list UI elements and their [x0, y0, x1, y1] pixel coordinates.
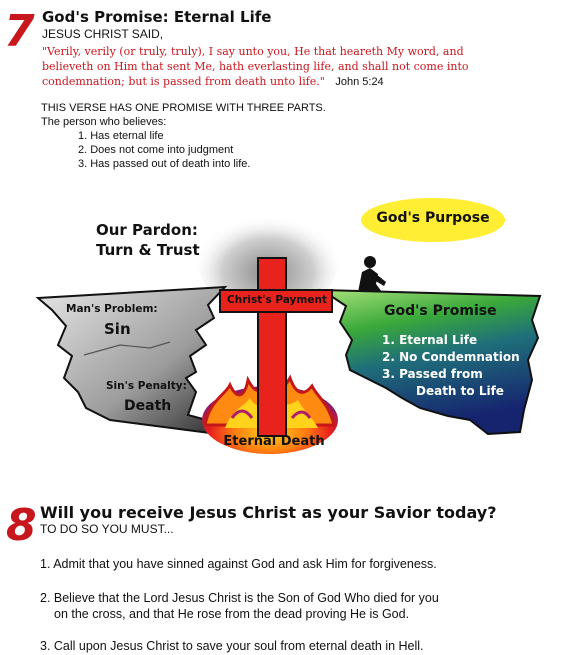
section-number-7: 7 [4, 6, 35, 57]
promise-item: 2. No Condemnation [382, 350, 520, 364]
section-number-8: 8 [6, 500, 37, 551]
quote-line: condemnation; but is passed from death unto life." [42, 75, 325, 88]
kneeling-person [358, 256, 386, 292]
quote-line: "Verily, verily (or truly, truly), I say unto you, He that heareth My word, and [42, 45, 464, 58]
believer-label: The person who believes: [41, 116, 167, 128]
pardon-line: Turn & Trust [96, 241, 200, 259]
promise-item: 3. Passed from [382, 367, 483, 381]
promise-part: 2. Does not come into judgment [78, 144, 234, 156]
problem-value: Sin [104, 320, 131, 338]
promise-part: 1. Has eternal life [78, 130, 164, 142]
step-item [40, 556, 437, 572]
penalty-value: Death [124, 398, 172, 414]
step-item [40, 590, 439, 622]
scripture-reference: John 5:24 [335, 76, 384, 88]
section-8-sub: TO DO SO YOU MUST... [40, 522, 174, 536]
quote-line: believeth on Him that sent Me, hath everlasting life, and shall not come into [42, 60, 469, 73]
promise-part: 3. Has passed out of death into life. [78, 158, 251, 170]
promise-title: God's Promise [384, 303, 497, 319]
jesus-said: JESUS CHRIST SAID, [42, 27, 164, 41]
cross-label: Christ's Payment [227, 294, 327, 306]
verse-intro: THIS VERSE HAS ONE PROMISE WITH THREE PARTS. [41, 102, 326, 114]
purpose-label: God's Purpose [376, 210, 490, 226]
pardon-heading [96, 220, 200, 260]
penalty-label: Sin's Penalty: [106, 380, 187, 392]
promise-item: Death to Life [416, 384, 504, 398]
cross-vertical [258, 258, 286, 436]
promise-list [382, 332, 520, 400]
step-line: 3. Call upon Jesus Christ to save your soul from eternal death in Hell. [40, 639, 424, 653]
pardon-line: Our Pardon: [96, 221, 198, 239]
step-line: 1. Admit that you have sinned against God and ask Him for forgiveness. [40, 557, 437, 571]
eternal-death-label: Eternal Death [223, 434, 325, 449]
section-7-title: God's Promise: Eternal Life [42, 8, 272, 26]
problem-label: Man's Problem: [66, 303, 158, 315]
section-8-title: Will you receive Jesus Christ as your Savior today? [40, 503, 497, 522]
promise-item: 1. Eternal Life [382, 333, 478, 347]
step-line: on the cross, and that He rose from the dead proving He is God. [54, 607, 410, 621]
step-item [40, 638, 424, 654]
step-line: 2. Believe that the Lord Jesus Christ is the Son of God Who died for you [40, 591, 439, 605]
